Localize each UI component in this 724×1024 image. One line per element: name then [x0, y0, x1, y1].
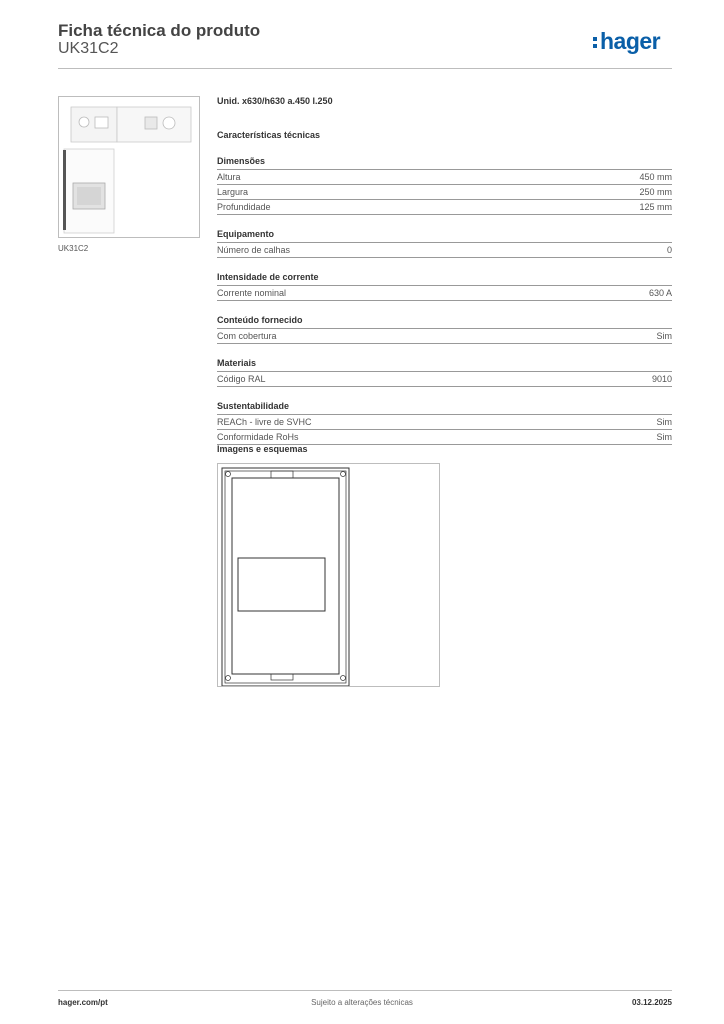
technical-characteristics-title: Características técnicas	[217, 130, 321, 140]
spec-row	[217, 170, 672, 185]
spec-label: Altura	[217, 172, 241, 182]
spec-row	[217, 185, 672, 200]
spec-label: Conformidade RoHs	[217, 432, 299, 442]
spec-value: 450 mm	[639, 172, 672, 182]
spec-section	[217, 357, 672, 387]
hager-logo	[592, 27, 676, 57]
enclosure-drawing	[218, 464, 439, 686]
spec-section	[217, 228, 672, 258]
spec-column	[217, 96, 672, 445]
spec-section	[217, 314, 672, 344]
spec-row	[217, 286, 672, 301]
page-title: Ficha técnica do produto	[58, 21, 261, 40]
product-code: UK31C2	[58, 40, 119, 57]
spec-section-title: Dimensões	[217, 155, 672, 170]
spec-label: Código RAL	[217, 374, 266, 384]
enclosure-photo	[59, 97, 199, 237]
spec-row	[217, 329, 672, 344]
spec-value: 0	[666, 245, 672, 255]
footer-note: Sujeito a alterações técnicas	[311, 998, 413, 1007]
spec-label: Número de calhas	[217, 245, 291, 255]
header-divider	[58, 68, 672, 69]
spec-sections	[217, 155, 672, 445]
product-image-caption: UK31C2	[58, 244, 89, 253]
spec-row	[217, 200, 672, 215]
spec-section-title: Intensidade de corrente	[217, 271, 672, 286]
spec-value: 9010	[651, 374, 672, 384]
footer-divider	[58, 990, 672, 991]
spec-row	[217, 372, 672, 387]
spec-value: Sim	[656, 417, 672, 427]
product-line: Unid. x630/h630 a.450 l.250	[217, 96, 333, 106]
footer-date: 03.12.2025	[631, 998, 672, 1007]
spec-section-title: Conteúdo fornecido	[217, 314, 672, 329]
spec-section-title: Materiais	[217, 357, 672, 372]
images-section-title: Imagens e esquemas	[217, 444, 308, 454]
footer-website: hager.com/pt	[58, 998, 108, 1007]
spec-row	[217, 415, 672, 430]
logo-text: hager	[600, 28, 661, 54]
spec-label: Com cobertura	[217, 331, 277, 341]
spec-section-title: Sustentabilidade	[217, 400, 672, 415]
spec-label: Largura	[217, 187, 249, 197]
spec-section-title: Equipamento	[217, 228, 672, 243]
spec-row	[217, 243, 672, 258]
spec-section	[217, 271, 672, 301]
spec-value: Sim	[656, 432, 672, 442]
spec-section	[217, 155, 672, 215]
spec-label: Corrente nominal	[217, 288, 287, 298]
spec-row	[217, 430, 672, 445]
spec-value: 125 mm	[639, 202, 672, 212]
spec-value: Sim	[656, 331, 672, 341]
technical-drawing	[217, 463, 440, 687]
product-image	[58, 96, 200, 238]
spec-label: Profundidade	[217, 202, 271, 212]
spec-section	[217, 400, 672, 445]
spec-value: 630 A	[648, 288, 672, 298]
spec-value: 250 mm	[639, 187, 672, 197]
spec-label: REACh - livre de SVHC	[217, 417, 312, 427]
